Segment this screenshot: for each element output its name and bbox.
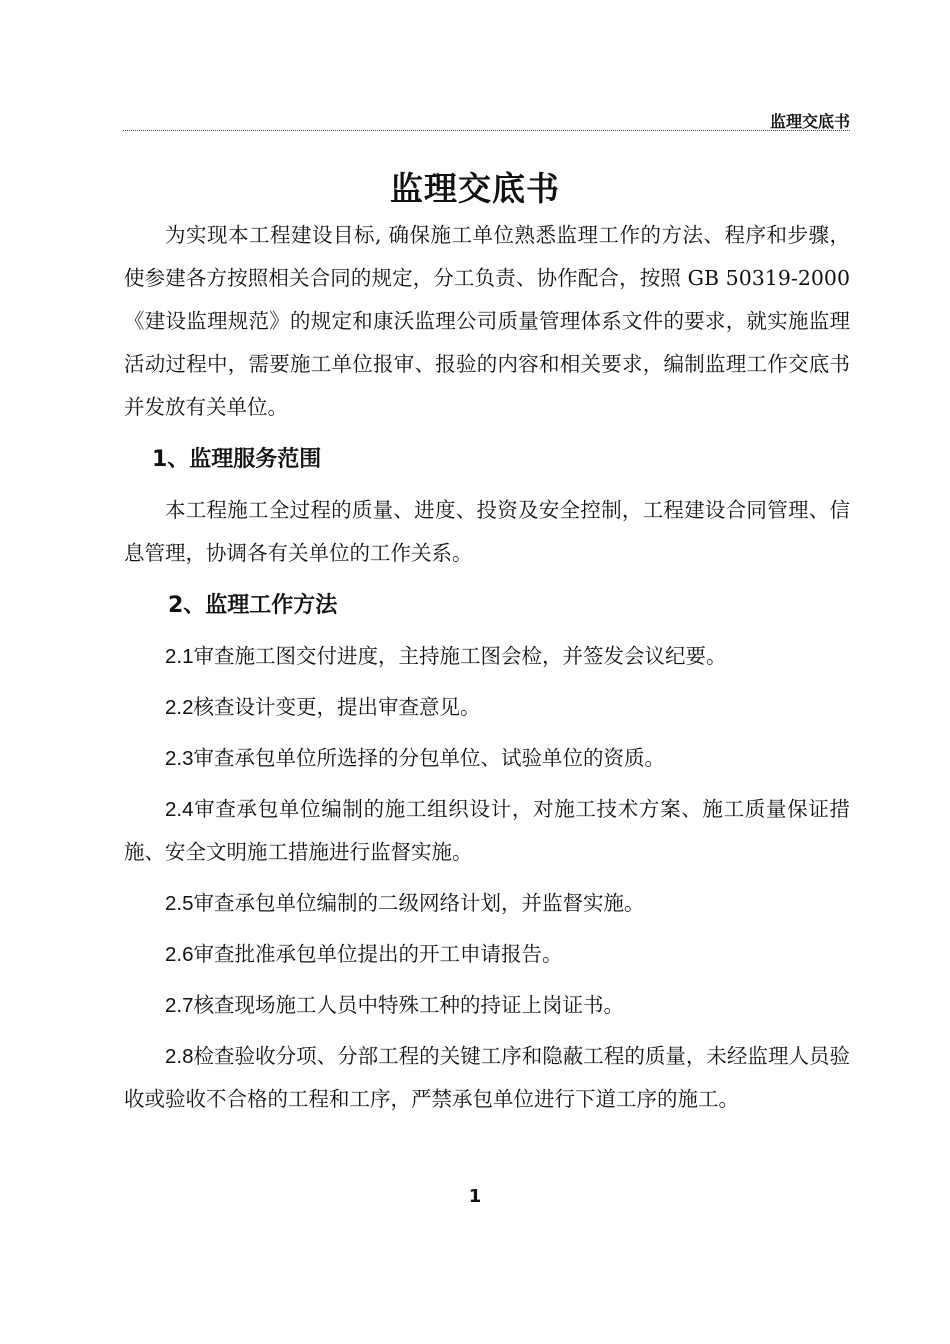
- item-text: 核查现场施工人员中特殊工种的持证上岗证书。: [193, 993, 624, 1017]
- section-heading-methods: 2、监理工作方法: [168, 593, 338, 618]
- method-item: [124, 686, 850, 729]
- item-text: 检查验收分项、分部工程的关键工序和隐蔽工程的质量，未经监理人员验收或验收不合格的工程和工序，严禁承包单位进行下道工序的施工。: [124, 1044, 850, 1111]
- item-number: 2.2: [165, 696, 194, 719]
- item-number: 2.8: [165, 1045, 194, 1068]
- item-text: 核查设计变更，提出审查意见。: [193, 695, 481, 719]
- intro-paragraph: 为实现本工程建设目标, 确保施工单位熟悉监理工作的方法、程序和步骤，使参建各方按照相关合同的规定，分工负责、协作配合，按照 GB 50319-2000《建设监理规范》的规定和康沃监理公司质量管理体系文件的要求，就实施监理活动过程中，需要施工单位报审、报验的内容和相关要求，编制监理工作交底书并发放有关单位。: [124, 223, 850, 419]
- item-text: 审查施工图交付进度，主持施工图会检，并签发会议纪要。: [193, 644, 727, 668]
- method-item: [124, 933, 850, 976]
- method-item: [124, 737, 850, 780]
- item-number: 2.7: [165, 994, 194, 1017]
- method-item: [124, 882, 850, 925]
- section-heading-scope: 1、监理服务范围: [152, 447, 322, 472]
- running-header: 监理交底书: [769, 112, 850, 131]
- item-number: 2.1: [165, 645, 194, 668]
- scope-paragraph: 本工程施工全过程的质量、进度、投资及安全控制，工程建设合同管理、信息管理，协调各有关单位的工作关系。: [124, 498, 850, 565]
- item-number: 2.3: [165, 747, 194, 770]
- item-number: 2.4: [165, 798, 194, 821]
- document-body: [124, 214, 850, 1129]
- method-item: [124, 635, 850, 678]
- item-text: 审查承包单位编制的二级网络计划，并监督实施。: [193, 891, 645, 915]
- page-number: 1: [468, 1186, 482, 1207]
- document-title: 监理交底书: [390, 169, 560, 208]
- method-item: [124, 1035, 850, 1121]
- method-item: [124, 788, 850, 874]
- item-number: 2.5: [165, 892, 194, 915]
- item-text: 审查承包单位编制的施工组织设计，对施工技术方案、施工质量保证措施、安全文明施工措施进行监督实施。: [124, 797, 850, 864]
- method-item: [124, 984, 850, 1027]
- item-number: 2.6: [165, 943, 194, 966]
- item-text: 审查批准承包单位提出的开工申请报告。: [193, 942, 563, 966]
- header-divider: [123, 130, 850, 131]
- item-text: 审查承包单位所选择的分包单位、试验单位的资质。: [193, 746, 665, 770]
